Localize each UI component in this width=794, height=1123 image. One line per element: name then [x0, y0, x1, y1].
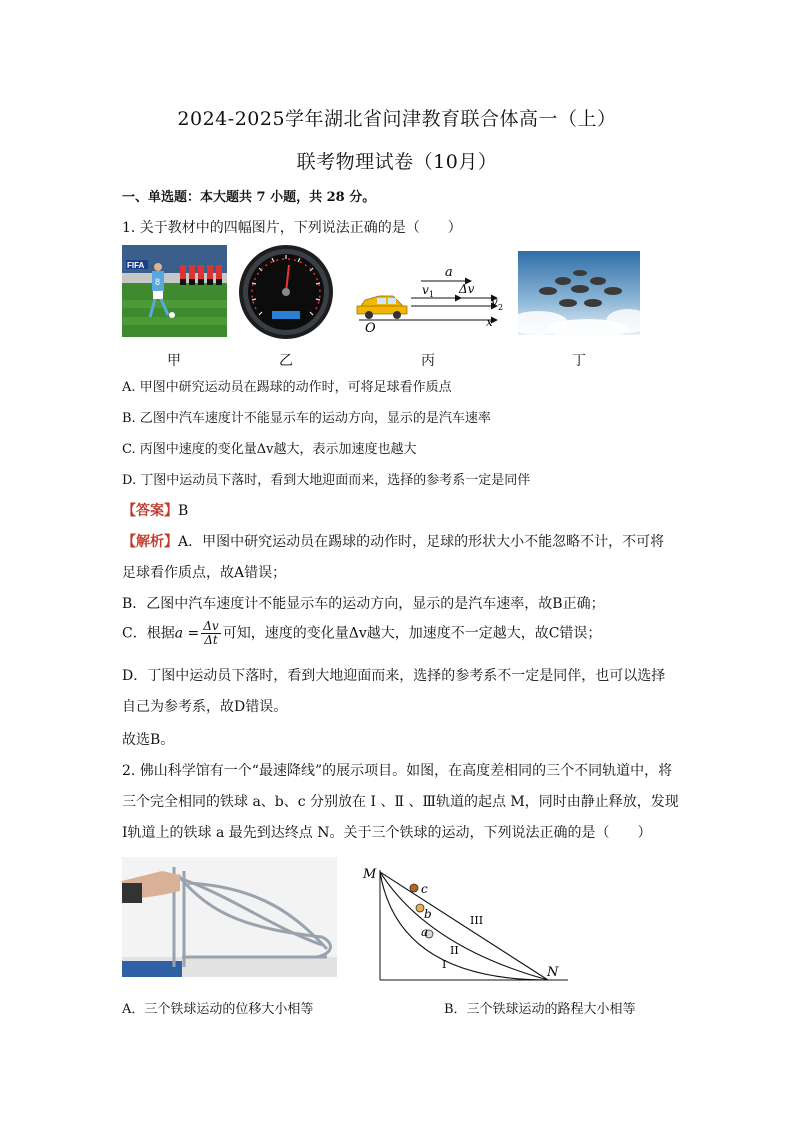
q1-analysis-line6: 自己为参考系，故D错误。: [122, 699, 288, 715]
q1-analysis-line2: 足球看作质点，故A错误；: [122, 565, 287, 581]
analysis-tag: 【解析】: [122, 534, 178, 550]
label-x: x: [486, 315, 493, 329]
q1-stem: 1. 关于教材中的四幅图片，下列说法正确的是（ ）: [122, 220, 462, 236]
q2-stem-line3: Ⅰ轨道上的铁球 a 最先到达终点 N。关于三个铁球的运动，下列说法正确的是（ ）: [122, 825, 652, 841]
q1-option-b: B. 乙图中汽车速度计不能显示车的运动方向，显示的是汽车速率: [122, 411, 491, 426]
track-diagram: [358, 862, 573, 987]
fig-label-yi: 乙: [279, 353, 293, 369]
label-a: a: [445, 265, 453, 280]
label-v2: v: [491, 295, 498, 309]
q1-analysis-line3: B．乙图中汽车速度计不能显示车的运动方向，显示的是汽车速率，故B正确；: [122, 596, 605, 612]
page-title: 2024-2025学年湖北省问津教育联合体高一（上）: [177, 108, 617, 130]
fifa-logo: FIFA: [127, 261, 145, 270]
q1-analysis-line4: C．根据a = $\frac{\Delta v}{\Delta t}$ 可知，速度的变化量Δv越大，加速度不一定越大，故C错误；: [122, 619, 602, 647]
label-origin: O: [365, 321, 376, 334]
label-track-i: I: [442, 958, 447, 971]
q2-option-b: B．三个铁球运动的路程大小相等: [444, 1002, 636, 1017]
fig-label-ding: 丁: [572, 353, 586, 369]
label-track-ii: II: [450, 944, 459, 957]
soccer-photo: [122, 245, 227, 337]
svg-text:8: 8: [155, 277, 161, 287]
label-c: c: [421, 882, 428, 896]
q1-option-a: A. 甲图中研究运动员在踢球的动作时，可将足球看作质点: [122, 380, 452, 395]
fig-label-bing: 丙: [421, 353, 435, 369]
q2-option-a: A．三个铁球运动的位移大小相等: [122, 1002, 314, 1017]
velocity-diagram: [355, 262, 505, 334]
q1-analysis-line1: 【解析】A．甲图中研究运动员在踢球的动作时，足球的形状大小不能忽略不计，不可将: [122, 534, 665, 550]
label-n: N: [547, 965, 559, 980]
formula-fraction: $\frac{\Delta v}{\Delta t}$: [203, 619, 219, 647]
track-photo: [122, 857, 337, 977]
skydivers-photo: [518, 251, 640, 335]
q1-option-c: C. 丙图中速度的变化量Δv越大，表示加速度也越大: [122, 442, 417, 457]
label-v1: v: [422, 283, 429, 297]
q1-answer: [122, 500, 188, 520]
speedometer-image: [232, 243, 340, 341]
svg-text:1: 1: [429, 290, 435, 299]
answer-value: B: [178, 503, 189, 519]
answer-tag: 【答案】: [122, 503, 178, 519]
label-track-iii: III: [470, 914, 484, 927]
label-b: b: [424, 907, 432, 921]
q1-conclusion: 故选B。: [122, 732, 175, 748]
formula-lhs: a =: [174, 625, 200, 642]
q2-stem-line1: 2. 佛山科学馆有一个“最速降线”的展示项目。如图，在高度差相同的三个不同轨道中，将: [122, 763, 673, 779]
q1-option-d: D. 丁图中运动员下落时，看到大地迎面而来，选择的参考系一定是同伴: [122, 473, 531, 488]
q1-analysis-line5: D．丁图中运动员下落时，看到大地迎面而来，选择的参考系不一定是同伴，也可以选择: [122, 668, 666, 684]
label-m: M: [363, 867, 377, 882]
page-subtitle: 联考物理试卷（10月）: [296, 151, 498, 173]
section-heading: 一、单选题：本大题共 7 小题，共 28 分。: [122, 190, 376, 205]
svg-text:2: 2: [498, 303, 504, 312]
label-dv: Δv: [459, 282, 475, 296]
label-a-ball: a: [421, 925, 429, 939]
q2-stem-line2: 三个完全相同的铁球 a、b、c 分别放在 Ⅰ 、Ⅱ 、Ⅲ轨道的起点 M，同时由静止释放，发现: [122, 794, 679, 810]
fig-label-jia: 甲: [167, 353, 181, 369]
